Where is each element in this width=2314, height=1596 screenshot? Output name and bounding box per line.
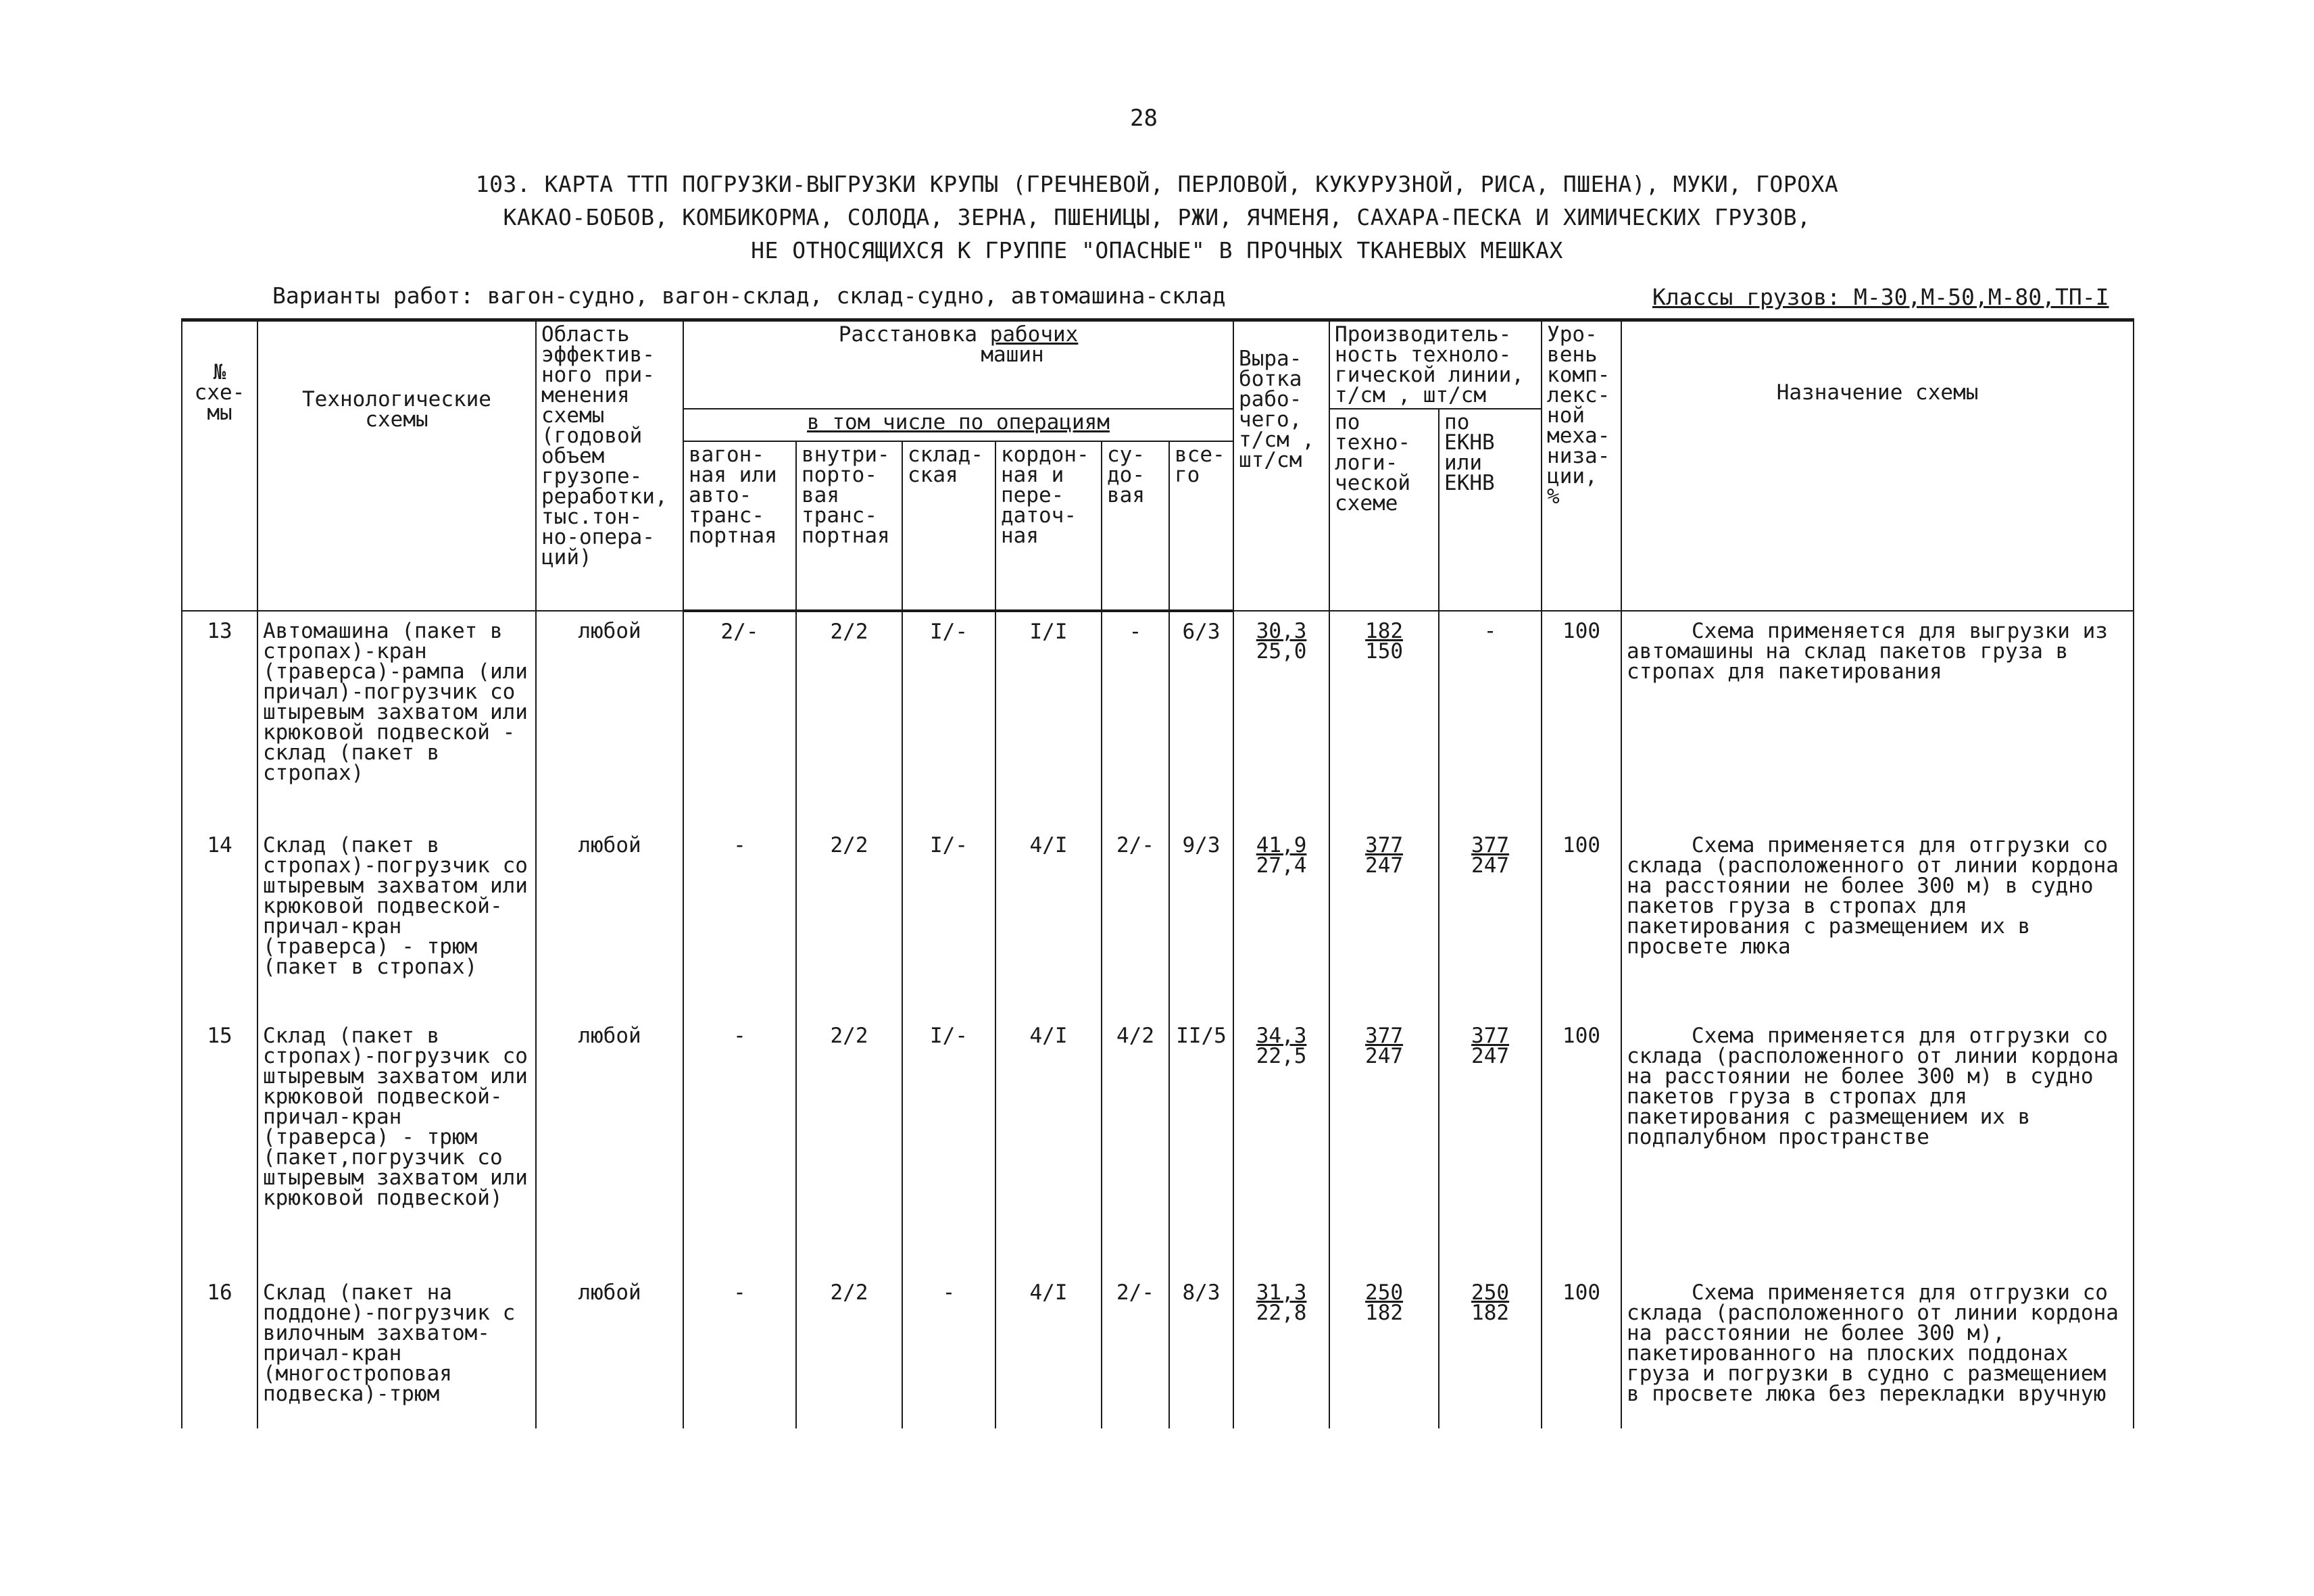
application-area: любой [536,826,683,1016]
intraport-machines: 2/2 [796,611,902,826]
productivity-by-eknv [1439,1273,1542,1428]
total-machines: II/5 [1169,1016,1233,1273]
output-value: 34,3 [1256,1024,1307,1048]
cordon-machines: 4/I [995,826,1102,1016]
output-value: 31,3 [1256,1280,1307,1305]
productivity-by-scheme [1329,826,1439,1016]
worker-output [1233,1016,1329,1273]
table-row [182,1273,2134,1428]
work-variants: Варианты работ: вагон-судно, вагон-склад, склад-судно, автомашина-склад [272,282,1226,309]
scheme-number: 16 [182,1273,257,1428]
output-value: 22,8 [1256,1301,1307,1325]
scheme-purpose: Схема применяется для выгрузки из автомашины на склад пакетов груза в стропах для пакетирования [1621,611,2134,826]
scheme-number: 14 [182,826,257,1016]
eknv-value: 377 [1471,833,1510,857]
table-row [182,1016,2134,1273]
page-number: 28 [1130,105,1158,132]
productivity-value: 182 [1365,1301,1404,1325]
productivity-value: 377 [1365,833,1404,857]
wagon-machines: - [683,1273,796,1428]
table-row [182,611,2134,826]
cordon-machines: I/I [995,611,1102,826]
output-value: 27,4 [1256,853,1307,878]
worker-output [1233,1273,1329,1428]
header-placement-suffix: машин [981,343,1044,367]
header-total: все- го [1169,441,1233,611]
scheme-description: Склад (пакет в стропах)-погрузчик со штыревым захватом или крюковой подвеской-причал-кран (траверса) - трюм (пакет в стропах) [257,826,536,1016]
header-machine-placement [683,320,1233,409]
header-by-tech-scheme: по техно- логи- ческой схеме [1329,409,1439,611]
scheme-description: Автомашина (пакет в стропах)-кран (траверса)-рампа (или причал)-погрузчик со штыревым захватом или крюковой подвеской - склад (пакет в стропах) [257,611,536,826]
ship-machines: 2/- [1102,1273,1169,1428]
header-worker-output: Выра- ботка рабо- чего, т/см , шт/см [1233,320,1329,612]
scheme-number: 15 [182,1016,257,1273]
header-mechanization-level: Уро- вень комп- лекс- ной меха- низа- ции, % [1542,320,1621,612]
productivity-value: 182 [1365,619,1404,643]
title-line: КАКАО-БОБОВ, КОМБИКОРМА, СОЛОДА, ЗЕРНА, ПШЕНИЦЫ, РЖИ, ЯЧМЕНЯ, САХАРА-ПЕСКА И ХИМИЧЕСКИХ ГРУЗОВ, [503,204,1811,230]
productivity-by-eknv [1439,826,1542,1016]
ship-machines: - [1102,611,1169,826]
productivity-value: 377 [1365,1024,1404,1048]
productivity-value: 247 [1365,1044,1404,1068]
warehouse-machines: I/- [902,826,995,1016]
scheme-purpose: Схема применяется для отгрузки со склада (расположенного от линии кордона на расстоянии не более 300 м) в судно пакетов груза в стропах для пакетирования с размещением их в просвете люка [1621,826,2134,1016]
scheme-purpose: Схема применяется для отгрузки со склада (расположенного от линии кордона на расстоянии не более 300 м), пакетированного на плоских поддонах груза и погрузки в судно с размещением в просвете люка без перекладки вручную [1621,1273,2134,1428]
header-wagon-or-auto: вагон- ная или авто- транс- портная [683,441,796,611]
output-value: 30,3 [1256,619,1307,643]
eknv-value: - [1483,619,1497,643]
intraport-machines: 2/2 [796,1273,902,1428]
wagon-machines: - [683,1016,796,1273]
title-line: 103. КАРТА ТТП ПОГРУЗКИ-ВЫГРУЗКИ КРУПЫ (ГРЕЧНЕВОЙ, ПЕРЛОВОЙ, КУКУРУЗНОЙ, РИСА, ПШЕНА), МУКИ, ГОРОХА [475,171,1839,197]
eknv-value: 247 [1471,853,1510,878]
table-row [182,826,2134,1016]
intraport-machines: 2/2 [796,826,902,1016]
document-title [0,168,2314,267]
header-application-area: Область эффектив- ного при- менения схемы (годовой объем грузопе- реработки, тыс.тон- но-опера- ций) [536,320,683,612]
output-value: 22,5 [1256,1044,1307,1068]
intraport-machines: 2/2 [796,1016,902,1273]
title-line: НЕ ОТНОСЯЩИХСЯ К ГРУППЕ "ОПАСНЫЕ" В ПРОЧНЫХ ТКАНЕВЫХ МЕШКАХ [751,237,1563,264]
output-value: 25,0 [1256,639,1307,664]
productivity-by-scheme [1329,1016,1439,1273]
ship-machines: 4/2 [1102,1016,1169,1273]
application-area: любой [536,1016,683,1273]
header-cordon-transfer: кордон- ная и пере- даточ- ная [995,441,1102,611]
mechanization-level: 100 [1542,826,1621,1016]
scheme-number: 13 [182,611,257,826]
header-placement-prefix: Расстановка [838,322,978,347]
productivity-value: 150 [1365,639,1404,664]
productivity-value: 250 [1365,1280,1404,1305]
total-machines: 9/3 [1169,826,1233,1016]
header-scheme-purpose: Назначение схемы [1621,320,2134,612]
productivity-by-scheme [1329,611,1439,826]
warehouse-machines: I/- [902,611,995,826]
header-warehouse: склад- ская [902,441,995,611]
eknv-value: 247 [1471,1044,1510,1068]
total-machines: 6/3 [1169,611,1233,826]
scheme-purpose: Схема применяется для отгрузки со склада (расположенного от линии кордона на расстоянии не более 300 м) в судно пакетов груза в стропах для пакетирования с размещением их в подпалубном пространстве [1621,1016,2134,1273]
header-intraport-transport: внутри- порто- вая транс- портная [796,441,902,611]
productivity-value: 247 [1365,853,1404,878]
eknv-value: 250 [1471,1280,1510,1305]
worker-output [1233,611,1329,826]
header-placement-underlined: рабочих [989,322,1079,347]
productivity-by-eknv [1439,611,1542,826]
header-ship: су- до- вая [1102,441,1169,611]
productivity-by-eknv [1439,1016,1542,1273]
eknv-value: 377 [1471,1024,1510,1048]
warehouse-machines: I/- [902,1016,995,1273]
total-machines: 8/3 [1169,1273,1233,1428]
header-technological-schemes: Технологические схемы [257,320,536,612]
wagon-machines: - [683,826,796,1016]
header-by-eknv: по ЕКНВ или ЕКНВ [1439,409,1542,611]
mechanization-level: 100 [1542,1273,1621,1428]
ship-machines: 2/- [1102,826,1169,1016]
cordon-machines: 4/I [995,1016,1102,1273]
header-by-operations: в том числе по операциям [683,409,1233,441]
wagon-machines: 2/- [683,611,796,826]
eknv-value: 182 [1471,1301,1510,1325]
worker-output [1233,826,1329,1016]
header-scheme-number: № схе- мы [182,320,257,612]
cordon-machines: 4/I [995,1273,1102,1428]
application-area: любой [536,611,683,826]
warehouse-machines: - [902,1273,995,1428]
cargo-classes: Классы грузов: М-30,М-50,М-80,ТП-I [1652,284,2109,310]
mechanization-level: 100 [1542,1016,1621,1273]
mechanization-level: 100 [1542,611,1621,826]
scheme-description: Склад (пакет в стропах)-погрузчик со штыревым захватом или крюковой подвеской-причал-кран (траверса) - трюм (пакет,погрузчик со штыревым захватом или крюковой подвеской) [257,1016,536,1273]
scheme-description: Склад (пакет на поддоне)-погрузчик с вилочным захватом-причал-кран (многостроповая подвеска)-трюм [257,1273,536,1428]
productivity-by-scheme [1329,1273,1439,1428]
header-line-productivity: Производитель- ность техноло- гической линии, т/см , шт/см [1329,320,1542,409]
output-value: 41,9 [1256,833,1307,857]
technology-card-table [181,318,2134,1428]
application-area: любой [536,1273,683,1428]
